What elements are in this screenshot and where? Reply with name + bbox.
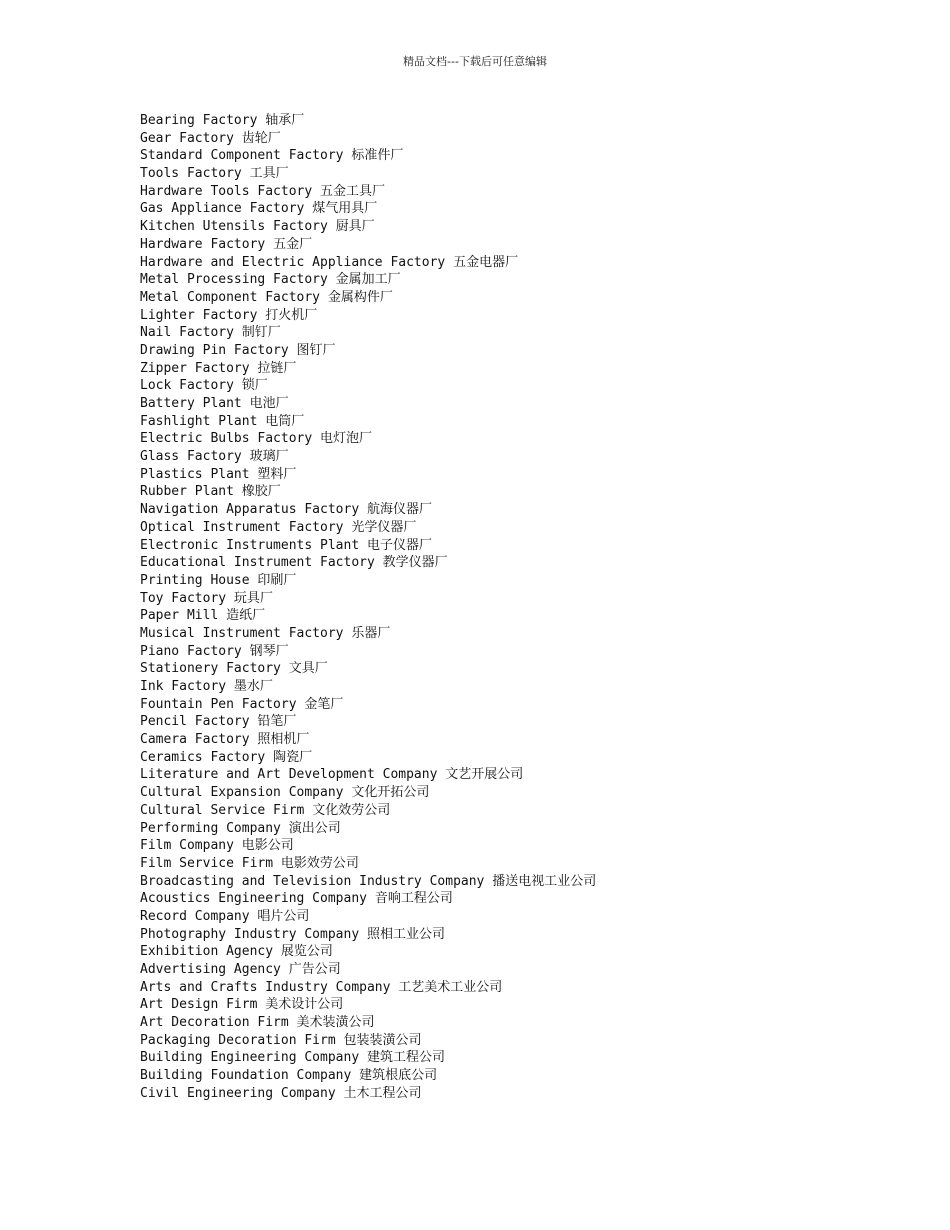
- list-item: [140, 165, 596, 183]
- entry-english: Ceramics Factory: [140, 749, 266, 765]
- entry-chinese: 图钉厂: [296, 342, 336, 358]
- entry-chinese: 五金工具厂: [320, 183, 386, 199]
- entry-english: Literature and Art Development Company: [140, 767, 438, 783]
- entry-chinese: 锁厂: [241, 378, 268, 394]
- entry-chinese: 煤气用具厂: [312, 201, 378, 217]
- entry-chinese: 文化效劳公司: [312, 802, 391, 818]
- entry-english: Art Design Firm: [140, 997, 258, 1013]
- entry-chinese: 演出公司: [288, 820, 341, 836]
- entry-english: Broadcasting and Television Industry Company: [140, 873, 485, 889]
- list-item: [140, 271, 596, 289]
- list-item: [140, 448, 596, 466]
- entry-chinese: 拉链厂: [257, 360, 297, 376]
- list-item: [140, 625, 596, 643]
- list-item: [140, 696, 596, 714]
- entry-english: Arts and Crafts Industry Company: [140, 979, 391, 995]
- list-item: [140, 855, 596, 873]
- list-item: [140, 607, 596, 625]
- list-item: [140, 1032, 596, 1050]
- list-item: [140, 218, 596, 236]
- list-item: [140, 324, 596, 342]
- entry-chinese: 电影公司: [241, 838, 294, 854]
- entry-english: Printing House: [140, 572, 250, 588]
- entry-english: Performing Company: [140, 820, 281, 836]
- entry-english: Stationery Factory: [140, 661, 281, 677]
- entry-chinese: 工具厂: [249, 166, 289, 182]
- entry-english: Record Company: [140, 908, 250, 924]
- entry-english: Ink Factory: [140, 679, 227, 694]
- entry-chinese: 电子仪器厂: [366, 537, 432, 553]
- entry-chinese: 美术装潢公司: [296, 1015, 375, 1031]
- list-item: [140, 395, 596, 413]
- entry-chinese: 光学仪器厂: [351, 519, 417, 535]
- entry-english: Exhibition Agency: [140, 944, 274, 960]
- list-item: [140, 749, 596, 767]
- list-item: [140, 766, 596, 784]
- entry-english: Drawing Pin Factory: [140, 342, 289, 358]
- entry-english: Metal Component Factory: [140, 289, 321, 305]
- entry-chinese: 照相机厂: [257, 732, 310, 748]
- list-item: [140, 678, 596, 696]
- entry-english: Advertising Agency: [140, 962, 281, 977]
- entry-chinese: 电影效劳公司: [280, 855, 359, 871]
- list-item: [140, 1049, 596, 1067]
- list-item: [140, 643, 596, 661]
- entry-chinese: 标准件厂: [351, 148, 404, 164]
- list-item: [140, 413, 596, 431]
- entry-english: Photography Industry Company: [140, 926, 360, 942]
- list-item: [140, 183, 596, 201]
- entry-english: Packaging Decoration Firm: [140, 1032, 336, 1048]
- entry-chinese: 航海仪器厂: [366, 502, 432, 518]
- entry-chinese: 土木工程公司: [343, 1085, 422, 1101]
- entry-chinese: 唱片公司: [257, 908, 310, 924]
- entry-english: Electric Bulbs Factory: [140, 431, 313, 447]
- entry-chinese: 塑料厂: [257, 466, 297, 482]
- entry-english: Hardware Tools Factory: [140, 183, 313, 199]
- entry-chinese: 金笔厂: [304, 696, 344, 712]
- list-item: [140, 890, 596, 908]
- entry-chinese: 工艺美术工业公司: [398, 979, 503, 995]
- entry-list: [140, 112, 596, 1103]
- entry-english: Pencil Factory: [140, 714, 250, 730]
- entry-english: Hardware Factory: [140, 236, 266, 252]
- entry-chinese: 轴承厂: [265, 113, 305, 128]
- entry-english: Rubber Plant: [140, 484, 234, 500]
- entry-chinese: 广告公司: [288, 962, 341, 977]
- entry-chinese: 齿轮厂: [241, 130, 281, 146]
- entry-chinese: 乐器厂: [351, 625, 391, 641]
- entry-chinese: 陶瓷厂: [273, 749, 313, 765]
- list-item: [140, 837, 596, 855]
- list-item: [140, 996, 596, 1014]
- list-item: [140, 554, 596, 572]
- list-item: [140, 908, 596, 926]
- entry-chinese: 五金电器厂: [453, 254, 519, 270]
- entry-english: Lighter Factory: [140, 307, 258, 323]
- entry-chinese: 文艺开展公司: [445, 767, 524, 783]
- entry-english: Cultural Expansion Company: [140, 785, 344, 801]
- entry-english: Acoustics Engineering Company: [140, 891, 367, 907]
- entry-english: Optical Instrument Factory: [140, 519, 344, 535]
- entry-english: Plastics Plant: [140, 466, 250, 482]
- entry-chinese: 造纸厂: [226, 608, 266, 624]
- entry-english: Glass Factory: [140, 449, 242, 465]
- list-item: [140, 501, 596, 519]
- entry-english: Gas Appliance Factory: [140, 201, 305, 217]
- list-item: [140, 537, 596, 555]
- entry-english: Film Company: [140, 838, 234, 854]
- entry-english: Lock Factory: [140, 378, 234, 394]
- list-item: [140, 130, 596, 148]
- entry-chinese: 墨水厂: [233, 679, 273, 694]
- list-item: [140, 731, 596, 749]
- list-item: [140, 660, 596, 678]
- entry-english: Educational Instrument Factory: [140, 555, 375, 571]
- entry-english: Art Decoration Firm: [140, 1015, 289, 1031]
- entry-chinese: 教学仪器厂: [382, 555, 448, 571]
- entry-chinese: 文化开拓公司: [351, 785, 430, 801]
- entry-english: Film Service Firm: [140, 855, 274, 871]
- list-item: [140, 1067, 596, 1085]
- list-item: [140, 926, 596, 944]
- list-item: [140, 519, 596, 537]
- entry-chinese: 印刷厂: [257, 572, 297, 588]
- entry-chinese: 照相工业公司: [366, 926, 445, 942]
- entry-english: Paper Mill: [140, 608, 219, 624]
- entry-chinese: 播送电视工业公司: [492, 873, 597, 889]
- entry-english: Zipper Factory: [140, 360, 250, 376]
- list-item: [140, 342, 596, 360]
- entry-english: Bearing Factory: [140, 113, 258, 128]
- page-header: 精品文档---下载后可任意编辑: [403, 55, 547, 68]
- entry-chinese: 文具厂: [288, 661, 328, 677]
- entry-chinese: 打火机厂: [265, 307, 318, 323]
- list-item: [140, 289, 596, 307]
- entry-chinese: 建筑根底公司: [359, 1068, 438, 1084]
- entry-english: Toy Factory: [140, 590, 227, 606]
- entry-english: Civil Engineering Company: [140, 1085, 336, 1101]
- list-item: [140, 572, 596, 590]
- entry-english: Piano Factory: [140, 643, 242, 659]
- entry-chinese: 展览公司: [280, 944, 333, 960]
- list-item: [140, 1014, 596, 1032]
- entry-chinese: 铅笔厂: [257, 714, 297, 730]
- list-item: [140, 483, 596, 501]
- list-item: [140, 236, 596, 254]
- entry-chinese: 电筒厂: [265, 413, 305, 429]
- entry-english: Nail Factory: [140, 325, 234, 341]
- entry-english: Tools Factory: [140, 166, 242, 182]
- entry-chinese: 建筑工程公司: [366, 1050, 445, 1066]
- entry-english: Navigation Apparatus Factory: [140, 502, 360, 518]
- list-item: [140, 307, 596, 325]
- entry-english: Gear Factory: [140, 130, 234, 146]
- list-item: [140, 1085, 596, 1103]
- entry-english: Fashlight Plant: [140, 413, 258, 429]
- list-item: [140, 713, 596, 731]
- list-item: [140, 112, 596, 130]
- entry-english: Kitchen Utensils Factory: [140, 219, 328, 235]
- entry-english: Standard Component Factory: [140, 148, 344, 164]
- list-item: [140, 873, 596, 891]
- entry-english: Battery Plant: [140, 396, 242, 411]
- entry-english: Cultural Service Firm: [140, 802, 305, 818]
- list-item: [140, 360, 596, 378]
- list-item: [140, 784, 596, 802]
- list-item: [140, 802, 596, 820]
- entry-chinese: 玻璃厂: [249, 449, 289, 465]
- entry-chinese: 电灯泡厂: [320, 431, 373, 447]
- entry-chinese: 金属构件厂: [327, 289, 393, 305]
- entry-chinese: 五金厂: [273, 236, 313, 252]
- entry-chinese: 橡胶厂: [241, 484, 281, 500]
- list-item: [140, 430, 596, 448]
- list-item: [140, 943, 596, 961]
- entry-english: Electronic Instruments Plant: [140, 537, 360, 553]
- entry-english: Camera Factory: [140, 732, 250, 748]
- entry-english: Building Engineering Company: [140, 1050, 360, 1066]
- entry-english: Fountain Pen Factory: [140, 696, 297, 712]
- entry-english: Metal Processing Factory: [140, 272, 328, 288]
- list-item: [140, 147, 596, 165]
- list-item: [140, 200, 596, 218]
- entry-english: Musical Instrument Factory: [140, 625, 344, 641]
- list-item: [140, 820, 596, 838]
- list-item: [140, 590, 596, 608]
- entry-chinese: 厨具厂: [335, 219, 375, 235]
- entry-chinese: 钢琴厂: [249, 643, 289, 659]
- entry-english: Hardware and Electric Appliance Factory: [140, 254, 446, 270]
- entry-chinese: 制钉厂: [241, 325, 281, 341]
- entry-chinese: 包装装潢公司: [343, 1032, 422, 1048]
- list-item: [140, 254, 596, 272]
- entry-chinese: 美术设计公司: [265, 997, 344, 1013]
- entry-chinese: 玩具厂: [233, 590, 273, 606]
- entry-chinese: 电池厂: [249, 396, 289, 411]
- entry-english: Building Foundation Company: [140, 1068, 352, 1084]
- list-item: [140, 979, 596, 997]
- entry-chinese: 音响工程公司: [374, 891, 453, 907]
- entry-chinese: 金属加工厂: [335, 272, 401, 288]
- list-item: [140, 466, 596, 484]
- list-item: [140, 377, 596, 395]
- list-item: [140, 961, 596, 979]
